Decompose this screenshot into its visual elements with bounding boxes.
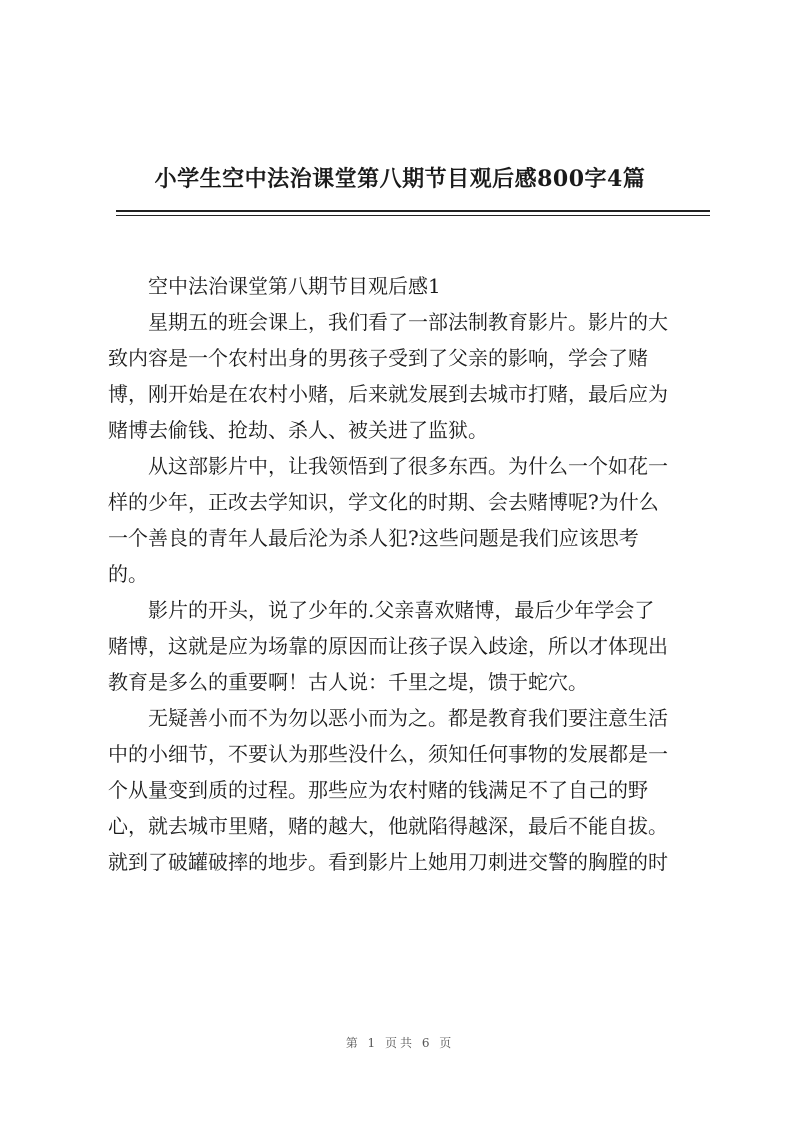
paragraph-line: 教育是多么的重要啊！古人说：千里之堤，馈于蛇穴。: [108, 670, 588, 694]
paragraph-4: [108, 700, 714, 880]
paragraph-line: 就到了破罐破摔的地步。看到影片上她用刀刺进交警的胸膛的时: [108, 850, 668, 874]
paragraph-line: 样的少年，正改去学知识，学文化的时期、会去赌博呢?为什么: [108, 490, 659, 514]
paragraph-line: 无疑善小而不为勿以恶小而为之。都是教育我们要注意生活: [148, 706, 668, 730]
paragraph-1: [108, 304, 714, 448]
paragraph-line: 博，刚开始是在农村小赌，后来就发展到去城市打赌，最后应为: [108, 382, 668, 406]
title-rule-thin: [116, 215, 710, 216]
title-rule-thick: [116, 210, 710, 212]
document-body: [108, 268, 714, 880]
paragraph-2: [108, 448, 714, 592]
paragraph-line: 赌博，这就是应为场靠的原因而让孩子误入歧途，所以才体现出: [108, 634, 668, 658]
paragraph-line: 中的小细节，不要认为那些没什么，须知任何事物的发展都是一: [108, 742, 668, 766]
paragraph-line: 心，就去城市里赌，赌的越大，他就陷得越深，最后不能自拔。: [108, 814, 668, 838]
paragraph-line: 从这部影片中，让我领悟到了很多东西。为什么一个如花一: [148, 454, 668, 478]
document-title: 小学生空中法治课堂第八期节目观后感800字4篇: [154, 166, 646, 192]
paragraph-line: 赌博去偷钱、抢劫、杀人、被关进了监狱。: [108, 418, 488, 442]
paragraph-3: [108, 592, 714, 700]
paragraph-line: 一个善良的青年人最后沦为杀人犯?这些问题是我们应该思考: [108, 526, 639, 550]
paragraph-line: 致内容是一个农村出身的男孩子受到了父亲的影响，学会了赌: [108, 346, 648, 370]
paragraph-line: 星期五的班会课上，我们看了一部法制教育影片。影片的大: [148, 310, 668, 334]
paragraph-line: 个从量变到质的过程。那些应为农村赌的钱满足不了自己的野: [108, 778, 648, 802]
section-heading: 空中法治课堂第八期节目观后感1: [148, 274, 441, 298]
page-footer: 第 1 页共 6 页: [345, 1036, 455, 1050]
paragraph-line: 影片的开头，说了少年的.父亲喜欢赌博，最后少年学会了: [148, 598, 655, 622]
paragraph-line: 的。: [108, 562, 148, 586]
